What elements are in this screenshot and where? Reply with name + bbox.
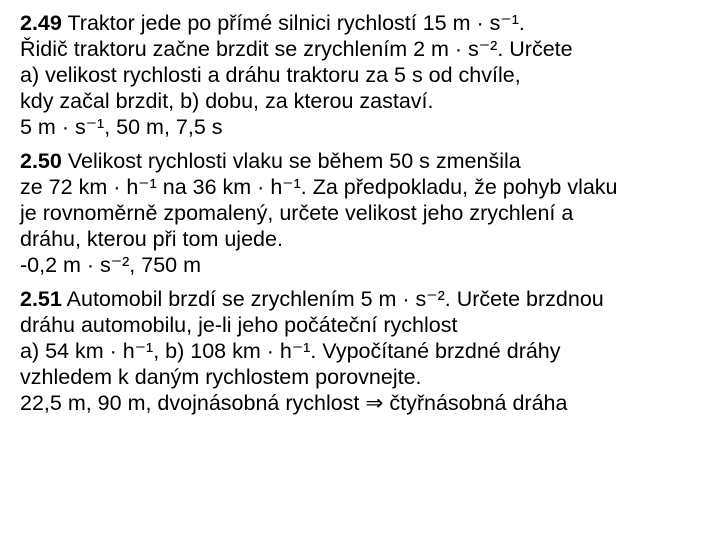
answer-text: 22,5 m, 90 m, dvojnásobná rychlost [20, 391, 366, 415]
problem-answer: 5 m · s⁻¹, 50 m, 7,5 s [20, 115, 223, 139]
problem-text-line: Řidič traktoru začne brzdit se zrychlením 2 m · s⁻². Určete [20, 37, 573, 61]
problem-text-line: a) 54 km · h⁻¹, b) 108 km · h⁻¹. Vypočítané brzdné dráhy [20, 339, 561, 363]
problem-answer [20, 390, 712, 416]
answer-text: čtyřnásobná dráha [383, 391, 568, 415]
problem-number: 2.51 [20, 287, 62, 311]
problem-number: 2.49 [20, 11, 62, 35]
problem-2-51-line-1 [20, 286, 712, 312]
problem-text-line: je rovnoměrně zpomalený, určete velikost jeho zrychlení a [20, 201, 574, 225]
implies-arrow-icon: ⇒ [365, 391, 384, 416]
problem-2-49-line-1 [20, 10, 712, 36]
problem-text-line: kdy začal brzdit, b) dobu, za kterou zastaví. [20, 89, 434, 113]
problem-2-50-line-1 [20, 148, 712, 174]
problem-page [20, 10, 712, 416]
problem-text-line: dráhu, kterou při tom ujede. [20, 227, 283, 251]
problem-answer: -0,2 m · s⁻², 750 m [20, 253, 201, 277]
problem-text-line: a) velikost rychlosti a dráhu traktoru za 5 s od chvíle, [20, 63, 521, 87]
problem-text: Velikost rychlosti vlaku se během 50 s zmenšila [61, 149, 521, 173]
problem-number: 2.50 [20, 149, 62, 173]
problem-text-line: vzhledem k daným rychlostem porovnejte. [20, 365, 422, 389]
problem-text-line: ze 72 km · h⁻¹ na 36 km · h⁻¹. Za předpokladu, že pohyb vlaku [20, 175, 618, 199]
problem-text-line: dráhu automobilu, je-li jeho počáteční rychlost [20, 313, 458, 337]
problem-text: Traktor jede po přímé silnici rychlostí 15 m · s⁻¹. [61, 11, 525, 35]
problem-text: Automobil brzdí se zrychlením 5 m · s⁻². Určete brzdnou [61, 287, 604, 311]
